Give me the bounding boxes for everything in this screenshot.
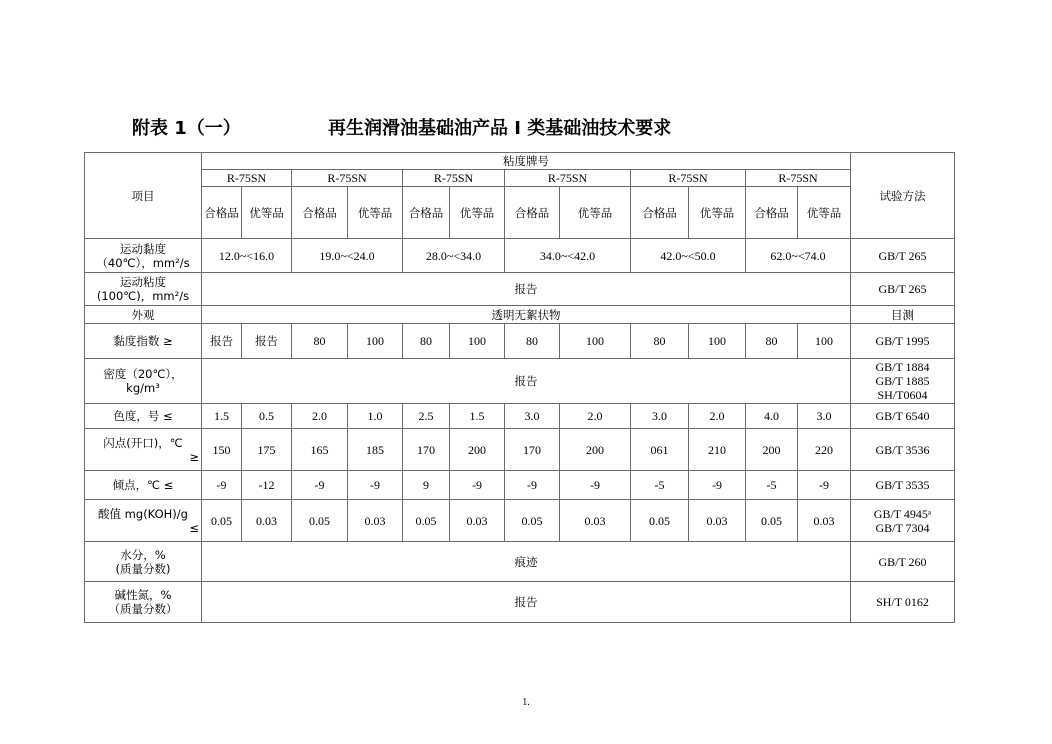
header-qualified: 合格品 [403,187,450,239]
cell-value: 12.0~<16.0 [202,239,292,273]
header-superior: 优等品 [242,187,292,239]
row-label: 倾点，℃ ≤ [85,471,202,500]
cell-value: 165 [292,429,348,471]
row-label [85,500,202,542]
row-label [85,273,202,306]
cell-method: 目测 [851,306,955,324]
cell-value: 210 [689,429,746,471]
cell-value: 100 [798,324,851,359]
cell-value: 200 [450,429,505,471]
grade-1: R-75SN [202,170,292,187]
cell-value: 28.0~<34.0 [403,239,505,273]
header-qualified: 合格品 [505,187,560,239]
cell-value: -9 [560,471,631,500]
cell-value: 0.03 [560,500,631,542]
cell-value: 80 [505,324,560,359]
table-row [85,429,955,471]
header-superior: 优等品 [348,187,403,239]
cell-value: -9 [505,471,560,500]
cell-value: 0.05 [505,500,560,542]
cell-value: 报告 [202,582,851,623]
cell-value: -9 [348,471,403,500]
header-qualified: 合格品 [292,187,348,239]
row-label-line1: 运动黏度 [120,241,166,256]
grade-6: R-75SN [746,170,851,187]
row-label-line2: ≥ [189,449,199,464]
cell-value: 175 [242,429,292,471]
cell-value: 100 [450,324,505,359]
row-label-line2: (质量分数) [115,561,171,576]
cell-method: GB/T 265 [851,239,955,273]
cell-value: 80 [746,324,798,359]
row-label [85,359,202,404]
header-superior: 优等品 [560,187,631,239]
header-viscosity-grade: 粘度牌号 [202,153,851,170]
cell-value: 0.05 [631,500,689,542]
cell-value: 170 [505,429,560,471]
cell-method: GB/T 3536 [851,429,955,471]
cell-value: 19.0~<24.0 [292,239,403,273]
cell-value: -5 [746,471,798,500]
cell-value: -12 [242,471,292,500]
cell-value: 1.5 [450,404,505,429]
cell-value: 4.0 [746,404,798,429]
header-superior: 优等品 [798,187,851,239]
cell-method: SH/T 0162 [851,582,955,623]
cell-value: 100 [689,324,746,359]
cell-method [851,500,955,542]
row-label: 外观 [85,306,202,324]
cell-value: -9 [450,471,505,500]
cell-value: 0.05 [746,500,798,542]
table-row [85,542,955,582]
cell-value: 150 [202,429,242,471]
cell-value: 1.0 [348,404,403,429]
method-line: GB/T 1884 [875,360,930,374]
table-row [85,471,955,500]
row-label [85,239,202,273]
title-prefix: 附表 1（一） [132,118,241,139]
cell-value: 1.5 [202,404,242,429]
method-line: GB/T 4945ᵃ [873,506,932,521]
cell-value: 0.03 [242,500,292,542]
table-row [85,324,955,359]
cell-value: 170 [403,429,450,471]
cell-value: 2.0 [560,404,631,429]
table-row [85,582,955,623]
cell-value: 100 [348,324,403,359]
cell-method: GB/T 6540 [851,404,955,429]
row-label-line1: 运动粘度 [120,275,166,289]
cell-value: 34.0~<42.0 [505,239,631,273]
table-row [85,359,955,404]
cell-value: 0.05 [292,500,348,542]
cell-value: 0.03 [348,500,403,542]
grade-5: R-75SN [631,170,746,187]
cell-method: GB/T 1995 [851,324,955,359]
cell-value: 80 [292,324,348,359]
row-label-line2: kg/m³ [126,381,160,395]
row-label [85,542,202,582]
cell-value: 报告 [202,273,851,306]
cell-method [851,359,955,404]
grade-4: R-75SN [505,170,631,187]
header-qualified: 合格品 [746,187,798,239]
row-label-line2: （质量分数） [108,602,178,616]
grade-3: R-75SN [403,170,505,187]
method-line: SH/T0604 [877,388,928,402]
cell-value: 62.0~<74.0 [746,239,851,273]
cell-method: GB/T 3535 [851,471,955,500]
header-qualified: 合格品 [202,187,242,239]
row-label-line2: (100℃)，mm²/s [96,289,190,303]
row-label-line1: 闪点(开口)，℃ [103,435,183,450]
cell-value: 报告 [202,324,242,359]
table-row [85,239,955,273]
cell-value: 0.5 [242,404,292,429]
cell-value: 2.5 [403,404,450,429]
table-row [85,404,955,429]
row-label-line1: 水分，% [120,547,166,562]
cell-value: 报告 [202,359,851,404]
row-label [85,429,202,471]
method-line: GB/T 7304 [875,520,930,535]
cell-value: 痕迹 [202,542,851,582]
cell-value: 透明无絮状物 [202,306,851,324]
row-label-line2: ≤ [189,520,199,535]
table-row [85,273,955,306]
row-label: 色度，号 ≤ [85,404,202,429]
row-label-line1: 密度（20℃）， [103,367,183,381]
cell-value: 2.0 [292,404,348,429]
grade-2: R-75SN [292,170,403,187]
cell-value: 报告 [242,324,292,359]
header-qualified: 合格品 [631,187,689,239]
cell-value: -9 [689,471,746,500]
page-title [132,114,932,142]
method-line: GB/T 1885 [875,374,930,388]
cell-value: 200 [560,429,631,471]
cell-value: -9 [292,471,348,500]
spec-table [84,152,955,623]
cell-value: 100 [560,324,631,359]
cell-value: 80 [631,324,689,359]
cell-value: 2.0 [689,404,746,429]
header-superior: 优等品 [450,187,505,239]
cell-value: 0.03 [450,500,505,542]
cell-value: 0.03 [798,500,851,542]
cell-value: 3.0 [798,404,851,429]
cell-value: 42.0~<50.0 [631,239,746,273]
cell-value: -9 [202,471,242,500]
row-label: 黏度指数 ≥ [85,324,202,359]
cell-method: GB/T 265 [851,273,955,306]
header-item: 项目 [85,153,202,239]
table-row [85,500,955,542]
cell-value: -9 [798,471,851,500]
cell-value: 3.0 [505,404,560,429]
cell-value: 061 [631,429,689,471]
cell-value: 200 [746,429,798,471]
table-row [85,306,955,324]
row-label [85,582,202,623]
cell-value: 0.03 [689,500,746,542]
cell-value: 3.0 [631,404,689,429]
cell-value: 80 [403,324,450,359]
cell-value: 185 [348,429,403,471]
row-label-line1: 酸值 mg(KOH)/g [98,506,188,521]
row-label-line1: 碱性氮，% [114,588,172,602]
cell-method: GB/T 260 [851,542,955,582]
page-number: 1. [522,697,530,708]
cell-value: 0.05 [202,500,242,542]
cell-value: 9 [403,471,450,500]
cell-value: -5 [631,471,689,500]
row-label-line2: （40℃），mm²/s [96,255,190,270]
cell-value: 220 [798,429,851,471]
title-main: 再生润滑油基础油产品 I 类基础油技术要求 [328,118,672,139]
header-method: 试验方法 [851,153,955,239]
header-superior: 优等品 [689,187,746,239]
cell-value: 0.05 [403,500,450,542]
